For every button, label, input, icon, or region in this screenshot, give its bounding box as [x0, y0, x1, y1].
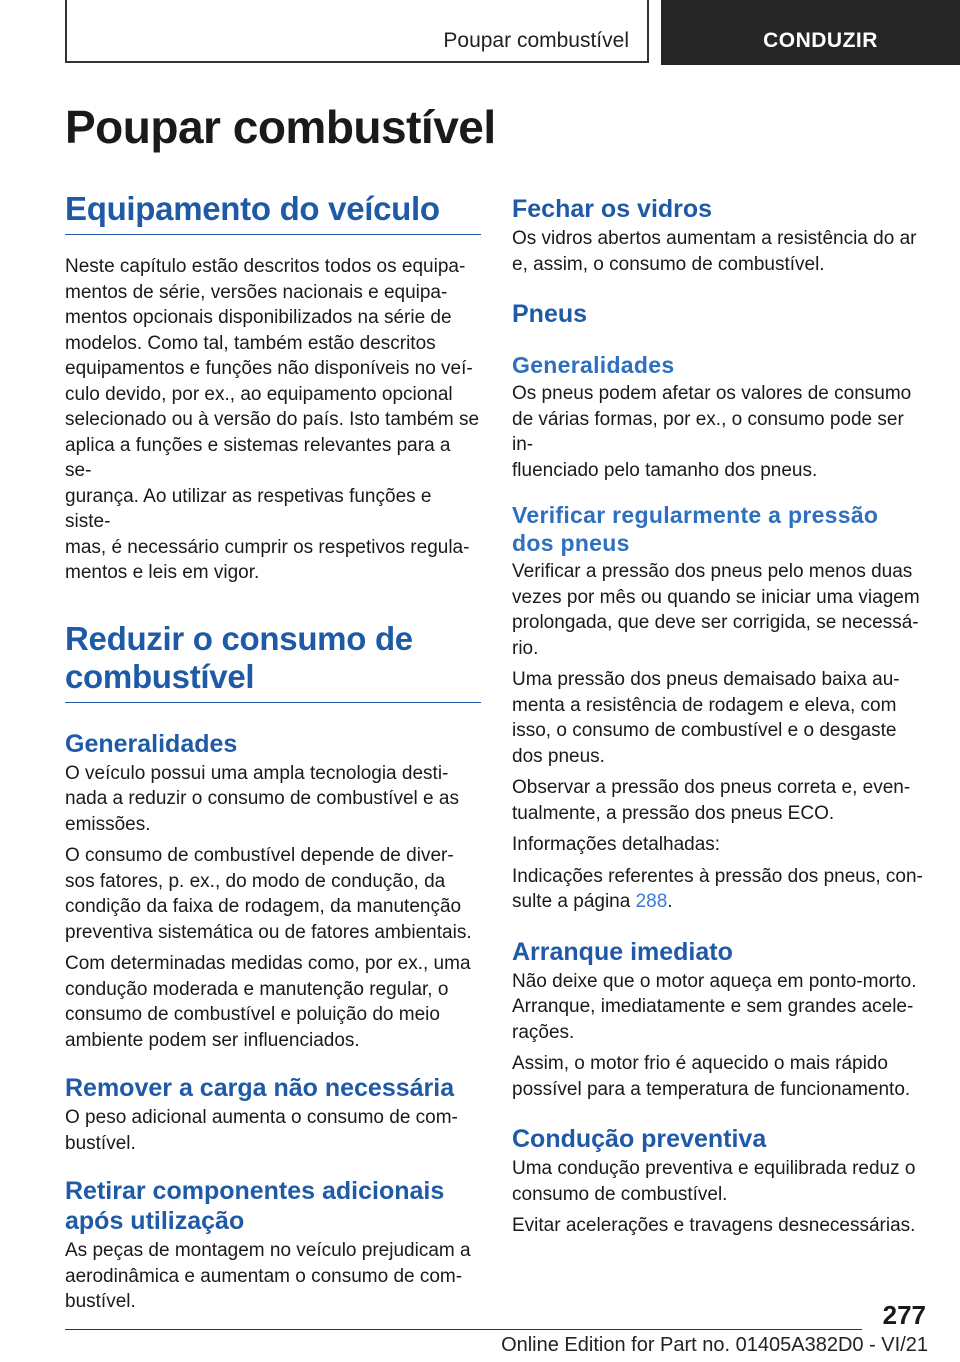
pressure-paragraph-3: Observar a pressão dos pneus correta e, even‐ tualmente, a pressão dos pneus ECO. — [512, 777, 911, 824]
preventive-paragraph-2: Evitar acelerações e travagens desnecessárias. — [512, 1215, 916, 1236]
subheading-tyres-general: Generalidades — [512, 352, 675, 378]
pressure-paragraph-2: Uma pressão dos pneus demaisado baixa au‐ menta a resistência de rodagem e eleva, com isso, o consumo de combustível e o desgaste dos pneus. — [512, 669, 900, 767]
subheading-general: Generalidades — [65, 729, 238, 758]
subheading-close-windows: Fechar os vidros — [512, 195, 713, 223]
subheading-tyres: Pneus — [512, 300, 588, 328]
preventive-paragraph-1: Uma condução preventiva e equilibrada reduz o consumo de combustível. — [512, 1158, 916, 1205]
page-reference-link[interactable]: 288 — [635, 891, 668, 912]
subheading-preventive-driving: Condução preventiva — [512, 1125, 767, 1153]
remove-parts-text: As peças de montagem no veículo prejudicam a aerodinâmica e aumentam o consumo de com‐ bustível. — [65, 1240, 471, 1312]
general-paragraph-1: O veículo possui uma ampla tecnologia desti‐ nada a reduzir o consumo de combustível e as emissões. — [65, 762, 459, 835]
section-heading-reduce-consumption: Reduzir o consumo de combustível — [65, 620, 481, 703]
footer-divider — [65, 1329, 862, 1330]
subheading-immediate-start: Arranque imediato — [512, 937, 733, 966]
general-paragraph-3: Com determinadas medidas como, por ex., uma condução moderada e manutenção regular, o consumo de combustível e poluição do meio ambiente podem ser influenciados. — [65, 953, 471, 1051]
chapter-tab-label: CONDUZIR — [763, 29, 878, 52]
pressure-paragraph-1: Verificar a pressão dos pneus pelo menos duas vezes por mês ou quando se iniciar uma viagem prolongada, que deve ser corrigida, se necessá‐ rio. — [512, 561, 920, 659]
subheading-remove-load: Remover a carga não necessária — [65, 1074, 455, 1102]
pressure-paragraph-4: Informações detalhadas: — [512, 834, 721, 855]
right-column — [512, 190, 927, 1239]
header-section-title: Poupar combustível — [443, 29, 629, 52]
remove-load-text: O peso adicional aumenta o consumo de com‐ bustível. — [65, 1107, 458, 1154]
left-column — [65, 190, 481, 1315]
equipment-text: Neste capítulo estão descritos todos os equipa‐ mentos de série, versões nacionais e equipa‐ mentos opcionais disponibilizados na série de modelos. Como tal, também estão descritos equipamentos e funções não disponíveis no veí‐ culo devido, por ex., ao equipamento opcional selecionado ou à versão do país. Isto também se aplica a funções e sistemas relevantes para a se‐ gurança. Ao utilizar as respetivas funções e siste‐ mas, é necessário cumprir os respetivos regula‐ mentos e leis em vigor. — [65, 256, 480, 583]
page-number: 277 — [882, 1300, 926, 1330]
immediate-start-paragraph-1: Não deixe que o motor aqueça em ponto-morto. Arranque, imediatamente e sem grandes acele‐ rações. — [512, 970, 917, 1043]
chapter-tab[interactable] — [661, 0, 960, 65]
section-heading-equipment: Equipamento do veículo — [65, 190, 481, 235]
subheading-remove-parts: Retirar componentes adicionais após utilização — [65, 1177, 445, 1235]
close-windows-text: Os vidros abertos aumentam a resistência do ar e, assim, o consumo de combustível. — [512, 228, 917, 275]
tyres-general-text: Os pneus podem afetar os valores de consumo de várias formas, por ex., o consumo pode ser in‐ fluenciado pelo tamanho dos pneus. — [512, 383, 912, 481]
immediate-start-paragraph-2: Assim, o motor frio é aquecido o mais rápido possível para a temperatura de funcionamento. — [512, 1053, 911, 1100]
general-paragraph-2: O consumo de combustível depende de diver‐ sos fatores, p. ex., do modo de condução, da condição da faixa de rodagem, da manutenção preventiva sistemática ou de fatores ambientais. — [65, 845, 472, 943]
header-section-box — [65, 0, 649, 63]
subheading-check-pressure: Verificar regularmente a pressão dos pneus — [512, 502, 879, 556]
footer-edition: Online Edition for Part no. 01405A382D0 - VI/21 — [501, 1334, 928, 1356]
pressure-paragraph-5: Indicações referentes à pressão dos pneus, con‐ sulte a página 288. — [512, 865, 923, 912]
page-title: Poupar combustível — [65, 101, 496, 153]
